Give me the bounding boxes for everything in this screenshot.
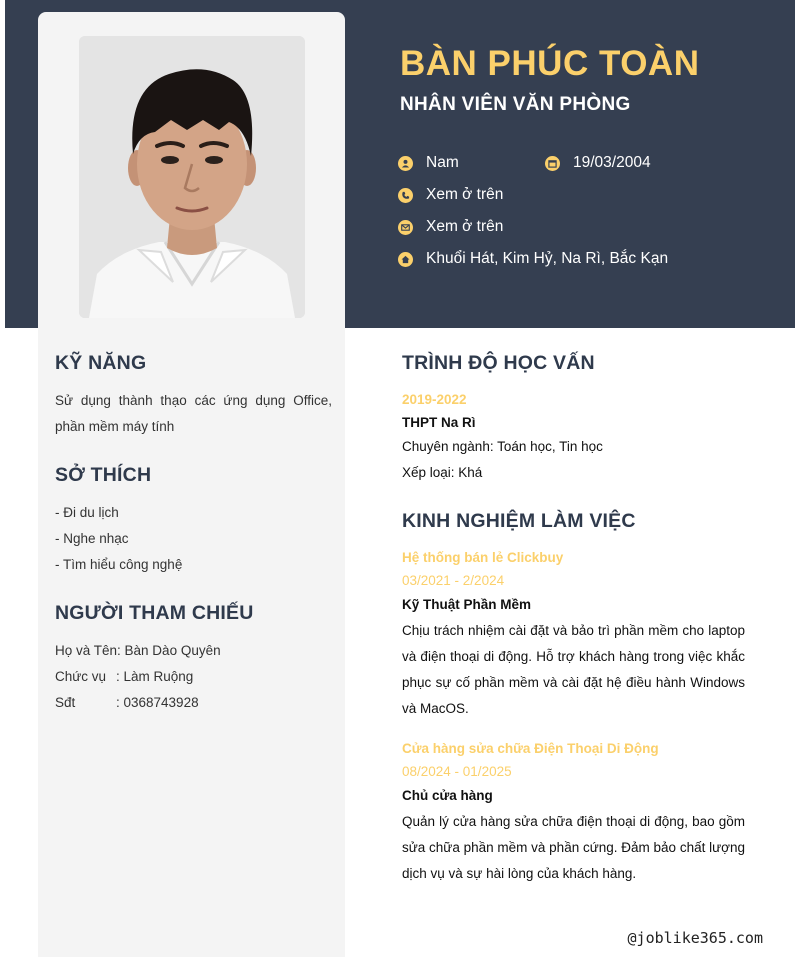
reference-position-row: [55, 664, 332, 690]
reference-phone-value: : 0368743928: [116, 695, 199, 710]
gender-row: [398, 154, 459, 172]
education-entry: [402, 388, 745, 486]
hobbies-list: [55, 500, 332, 578]
watermark: @joblike365.com: [627, 929, 763, 947]
job-title: NHÂN VIÊN VĂN PHÒNG: [400, 94, 631, 115]
education-grade: Xếp loại: Khá: [402, 465, 483, 480]
education-title: TRÌNH ĐỘ HỌC VẤN: [402, 352, 595, 374]
reference-title: NGƯỜI THAM CHIẾU: [55, 602, 254, 624]
hobbies-title: SỞ THÍCH: [55, 464, 152, 486]
birthdate-row: [545, 154, 651, 172]
user-icon: [398, 156, 413, 171]
reference-position-value: : Làm Ruộng: [116, 669, 194, 684]
experience-entry: [402, 737, 745, 887]
home-icon: [398, 252, 413, 267]
job-description: Quản lý cửa hàng sửa chữa điện thoại di động, bao gồm sửa chữa phần mềm và phần cứng. Đảm bảo chất lượng dịch vụ và sự hài lòng của khách hàng.: [402, 814, 745, 881]
phone-value: Xem ở trên: [426, 186, 504, 203]
job-role: Chủ cửa hàng: [402, 788, 493, 803]
job-company: Hệ thống bán lẻ Clickbuy: [402, 550, 564, 565]
address-row: [398, 250, 668, 268]
address-value: Khuổi Hát, Kim Hỷ, Na Rì, Bắc Kạn: [426, 250, 669, 267]
candidate-name: BÀN PHÚC TOÀN: [400, 44, 700, 83]
email-row: [398, 218, 503, 236]
reference-name: Họ và Tên: Bàn Dào Quyên: [55, 643, 221, 658]
phone-row: [398, 186, 503, 204]
list-item: - Nghe nhạc: [55, 531, 129, 546]
profile-photo: [79, 36, 305, 318]
experience-title: KINH NGHIỆM LÀM VIỆC: [402, 510, 636, 532]
job-period: 03/2021 - 2/2024: [402, 573, 505, 588]
list-item: - Tìm hiểu công nghệ: [55, 557, 183, 572]
reference-position-label: Chức vụ: [55, 669, 107, 684]
skills-title: KỸ NĂNG: [55, 352, 147, 374]
email-value: Xem ở trên: [426, 218, 504, 235]
mail-icon: [398, 220, 413, 235]
job-role: Kỹ Thuật Phần Mềm: [402, 597, 532, 612]
list-item: - Đi du lịch: [55, 505, 119, 520]
birthdate-value: 19/03/2004: [573, 154, 651, 171]
gender-value: Nam: [426, 154, 459, 171]
education-school: THPT Na Rì: [402, 415, 476, 430]
experience-entry: [402, 546, 745, 722]
skills-text: Sử dụng thành thạo các ứng dụng Office, phần mềm máy tính: [55, 393, 332, 434]
calendar-icon: [545, 156, 560, 171]
job-company: Cửa hàng sửa chữa Điện Thoại Di Động: [402, 741, 659, 756]
job-period: 08/2024 - 01/2025: [402, 764, 512, 779]
reference-phone-label: Sđt: [55, 695, 76, 710]
education-major: Chuyên ngành: Toán học, Tin học: [402, 439, 603, 454]
portrait-image: [79, 36, 305, 318]
job-description: Chịu trách nhiệm cài đặt và bảo trì phần mềm cho laptop và điện thoại di động. Hỗ trợ khách hàng trong việc khắc phục sự cố phần mềm và cài đặt hệ điều hành Windows và MacOS.: [402, 623, 745, 716]
reference-details: [55, 638, 332, 716]
phone-icon: [398, 188, 413, 203]
reference-phone-row: [55, 690, 332, 716]
education-period: 2019-2022: [402, 392, 467, 407]
